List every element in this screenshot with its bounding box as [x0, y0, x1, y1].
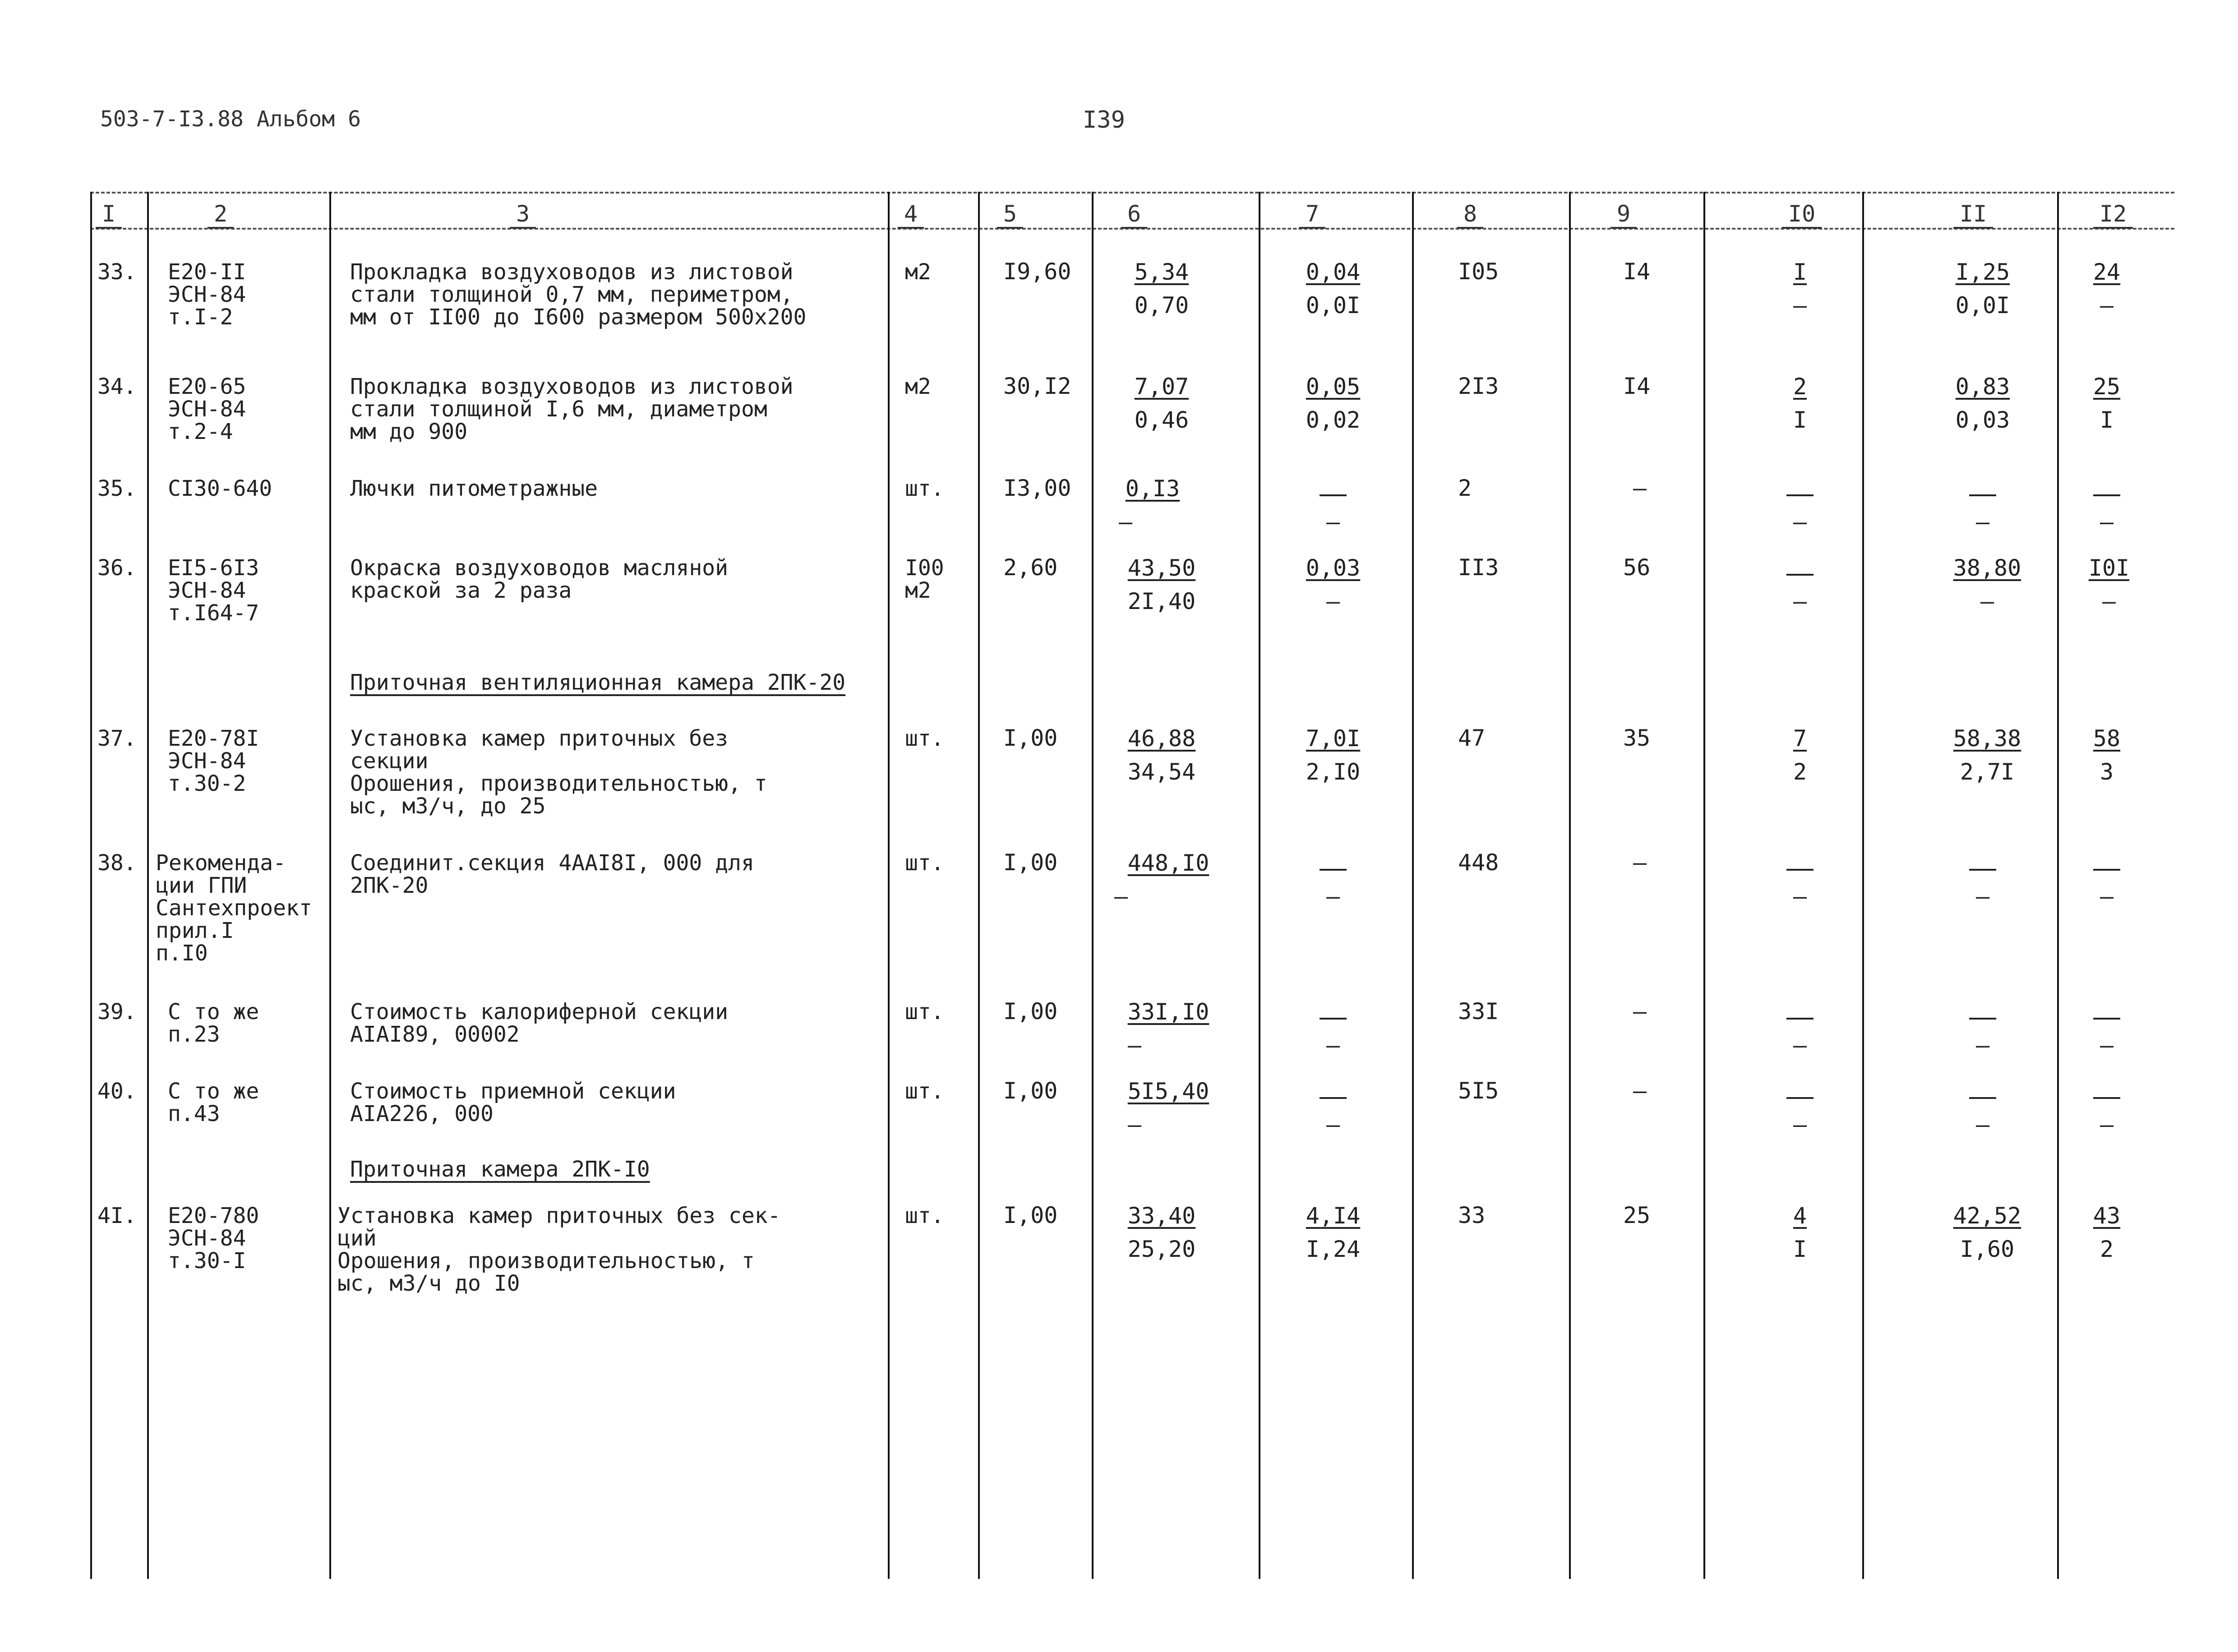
- row-number: 4I.: [97, 1203, 137, 1228]
- col12-value: I0I –: [2088, 555, 2130, 614]
- col8-value: I05: [1458, 258, 1499, 285]
- col8-value: 2I3: [1458, 373, 1499, 399]
- row-number: 33.: [97, 259, 137, 285]
- quantity: 2,60: [1003, 554, 1058, 581]
- work-description: Установка камер приточных без секции Орошения, производительностью, т ыс, м3/ч, до 25: [350, 726, 767, 819]
- col9-value: I4: [1623, 258, 1651, 285]
- col10-value: $\frac{7}{2}$: [1793, 725, 1807, 785]
- col-divider-6: [1259, 192, 1260, 1579]
- col12-value: $\frac{58}{3}$: [2093, 725, 2121, 785]
- row-number: 40.: [97, 1079, 137, 1104]
- col9-value: 56: [1623, 554, 1651, 581]
- dash-mark: [1969, 856, 1996, 871]
- work-description: Прокладка воздуховодов из листовой стали толщиной 0,7 мм, периметром, мм от II00 до I600 размером 500x200: [350, 259, 807, 330]
- rate-code: С то же п.43: [168, 1079, 259, 1126]
- unit: I00 м2: [905, 555, 944, 603]
- col11-value: $\frac{0,83}{0,03}$: [1955, 374, 2010, 433]
- col7-value: –: [1299, 472, 1367, 539]
- column-header-7: 7: [1299, 201, 1325, 227]
- col12-value: 24 –: [2093, 259, 2121, 318]
- work-description: Стоимость калориферной секции AIAI89, 00002: [350, 999, 729, 1047]
- rate-code: E20-780 ЭСН-84 т.30-I: [168, 1203, 259, 1274]
- dash-mark: [1320, 1084, 1347, 1099]
- rate-code: EI5-6I3 ЭСН-84 т.I64-7: [168, 555, 259, 626]
- dash-mark: [1786, 1005, 1813, 1020]
- col7-value: $\frac{4,I4}{I,24}$: [1306, 1203, 1361, 1262]
- work-description: Соединит.секция 4AAI8I, 000 для 2ПК-20: [350, 850, 754, 898]
- quantity: I9,60: [1003, 258, 1071, 285]
- col7-value: –: [1299, 846, 1367, 913]
- section-heading: Приточная вентиляционная камера 2ПК-20: [350, 670, 846, 695]
- dash-mark: [1786, 482, 1813, 496]
- row-number: 38.: [97, 850, 137, 876]
- col7-value: 0,03 –: [1306, 555, 1361, 614]
- col-divider-5: [1092, 192, 1094, 1579]
- col12-value: $\frac{25}{I}$: [2093, 374, 2121, 433]
- quantity: I,00: [1003, 725, 1058, 751]
- col6-value: 448,I0 –: [1114, 850, 1209, 909]
- col9-value: –: [1633, 998, 1647, 1024]
- col9-value: I4: [1623, 373, 1651, 399]
- col9-value: –: [1633, 1078, 1647, 1104]
- col8-value: 33: [1458, 1202, 1486, 1228]
- dash-mark: [1320, 856, 1347, 871]
- unit: шт.: [905, 1079, 944, 1104]
- rate-code: E20-II ЭСН-84 т.I-2: [168, 259, 246, 330]
- unit: шт.: [905, 726, 944, 751]
- rate-code: E20-78I ЭСН-84 т.30-2: [168, 726, 259, 796]
- col8-value: 2: [1458, 475, 1472, 501]
- col6-value: $\frac{46,88}{34,54}$: [1127, 725, 1196, 785]
- col11-value: –: [1949, 1075, 2017, 1141]
- dash-mark: [1786, 856, 1813, 871]
- col10-value: –: [1777, 551, 1823, 618]
- col12-value: –: [2084, 846, 2129, 913]
- col10-value: –: [1777, 846, 1823, 913]
- rate-code: С то же п.23: [168, 999, 259, 1047]
- table-top-rule: [90, 192, 2174, 194]
- col-divider-8: [1569, 192, 1571, 1579]
- col8-value: 448: [1458, 849, 1499, 876]
- rate-code: E20-65 ЭСН-84 т.2-4: [168, 374, 246, 444]
- col11-value: –: [1949, 846, 2017, 913]
- col8-value: 33I: [1458, 998, 1499, 1024]
- col7-value: –: [1299, 1075, 1367, 1141]
- dash-mark: [1320, 1005, 1347, 1020]
- work-description: Установка камер приточных без сек- ций Орошения, производительностью, т ыс, м3/ч до I0: [337, 1203, 781, 1296]
- col8-value: II3: [1458, 554, 1499, 581]
- col-divider-7: [1412, 192, 1414, 1579]
- page-number: I39: [1083, 106, 1125, 134]
- work-description: Стоимость приемной секции AIA226, 000: [350, 1079, 676, 1126]
- rate-code: Рекоменда- ции ГПИ Сантехпроект прил.I п.I0: [156, 850, 312, 966]
- quantity: I3,00: [1003, 475, 1071, 501]
- dash-mark: [1969, 1005, 1996, 1020]
- document-code: 503-7-I3.88 Альбом 6: [100, 106, 361, 132]
- row-number: 37.: [97, 726, 137, 751]
- column-header-12: I2: [2093, 201, 2133, 227]
- dash-mark: [2093, 1084, 2120, 1099]
- col-divider-2: [329, 192, 331, 1579]
- col11-value: $\frac{42,52}{I,60}$: [1953, 1203, 2021, 1262]
- dash-mark: [2093, 482, 2120, 496]
- section-heading: Приточная камера 2ПК-I0: [350, 1157, 650, 1182]
- column-header-10: I0: [1782, 201, 1822, 227]
- col8-value: 47: [1458, 725, 1486, 751]
- dash-mark: [1786, 1084, 1813, 1099]
- row-number: 39.: [97, 999, 137, 1024]
- col11-value: –: [1949, 995, 2017, 1062]
- row-number: 34.: [97, 374, 137, 399]
- col-divider-11: [2057, 192, 2059, 1579]
- col10-value: –: [1777, 472, 1823, 539]
- col8-value: 5I5: [1458, 1078, 1499, 1104]
- column-header-4: 4: [898, 201, 924, 227]
- quantity: 30,I2: [1003, 373, 1071, 399]
- dash-mark: [2093, 1005, 2120, 1020]
- col9-value: –: [1633, 849, 1647, 876]
- col11-value: 38,80 –: [1953, 555, 2021, 614]
- work-description: Окраска воздуховодов масляной краской за 2 раза: [350, 555, 729, 603]
- col11-value: $\frac{I,25}{0,0I}$: [1955, 259, 2010, 318]
- col10-value: I –: [1793, 259, 1807, 318]
- col9-value: 35: [1623, 725, 1651, 751]
- col-divider-4: [978, 192, 980, 1579]
- col-divider-0: [90, 192, 92, 1579]
- unit: шт.: [905, 850, 944, 876]
- col10-value: $\frac{2}{I}$: [1793, 374, 1807, 433]
- dash-mark: [1969, 482, 1996, 496]
- col6-value: 0,I3 –: [1119, 475, 1180, 535]
- row-number: 35.: [97, 476, 137, 501]
- col7-value: –: [1299, 995, 1367, 1062]
- unit: м2: [905, 374, 931, 399]
- col7-value: $\frac{0,05}{0,02}$: [1306, 374, 1361, 433]
- column-header-9: 9: [1610, 201, 1637, 227]
- unit: м2: [905, 259, 931, 285]
- col10-value: $\frac{4}{I}$: [1793, 1203, 1807, 1262]
- unit: шт.: [905, 476, 944, 501]
- quantity: I,00: [1003, 1078, 1058, 1104]
- column-header-3: 3: [510, 201, 536, 227]
- quantity: I,00: [1003, 1202, 1058, 1228]
- col-divider-10: [1862, 192, 1864, 1579]
- col11-value: $\frac{58,38}{2,7I}$: [1953, 725, 2021, 785]
- col12-value: –: [2084, 995, 2129, 1062]
- col7-value: $\frac{7,0I}{2,I0}$: [1306, 725, 1361, 785]
- quantity: I,00: [1003, 849, 1058, 876]
- unit: шт.: [905, 1203, 944, 1228]
- column-header-5: 5: [997, 201, 1023, 227]
- work-description: Прокладка воздуховодов из листовой стали толщиной I,6 мм, диаметром мм до 900: [350, 374, 794, 444]
- col9-value: 25: [1623, 1202, 1651, 1228]
- col6-value: $\frac{43,50}{2I,40}$: [1127, 555, 1196, 614]
- dash-mark: [1320, 482, 1347, 496]
- col6-value: 5I5,40 –: [1127, 1078, 1209, 1138]
- unit: шт.: [905, 999, 944, 1024]
- rate-code: CI30-640: [168, 476, 272, 501]
- dash-mark: [1786, 561, 1813, 576]
- col7-value: $\frac{0,04}{0,0I}$: [1306, 259, 1361, 318]
- col6-value: $\frac{7,07}{0,46}$: [1134, 374, 1189, 433]
- column-header-6: 6: [1121, 201, 1147, 227]
- col12-value: $\frac{43}{2}$: [2093, 1203, 2121, 1262]
- quantity: I,00: [1003, 998, 1058, 1024]
- dash-mark: [2093, 856, 2120, 871]
- col11-value: –: [1949, 472, 2017, 539]
- col10-value: –: [1777, 995, 1823, 1062]
- column-header-1: I: [96, 201, 122, 227]
- dash-mark: [1969, 1084, 1996, 1099]
- col-divider-3: [888, 192, 890, 1579]
- column-header-8: 8: [1457, 201, 1483, 227]
- row-number: 36.: [97, 555, 137, 581]
- col12-value: –: [2084, 1075, 2129, 1141]
- col9-value: –: [1633, 475, 1647, 501]
- column-header-2: 2: [208, 201, 234, 227]
- col-divider-1: [147, 192, 149, 1579]
- col12-value: –: [2084, 472, 2129, 539]
- col6-value: $\frac{33,40}{25,20}$: [1127, 1203, 1196, 1262]
- col6-value: 33I,I0 –: [1127, 999, 1209, 1058]
- col-divider-9: [1703, 192, 1705, 1579]
- column-header-11: II: [1953, 201, 1993, 227]
- col6-value: $\frac{5,34}{0,70}$: [1134, 259, 1189, 318]
- work-description: Лючки питометражные: [350, 476, 598, 501]
- col10-value: –: [1777, 1075, 1823, 1141]
